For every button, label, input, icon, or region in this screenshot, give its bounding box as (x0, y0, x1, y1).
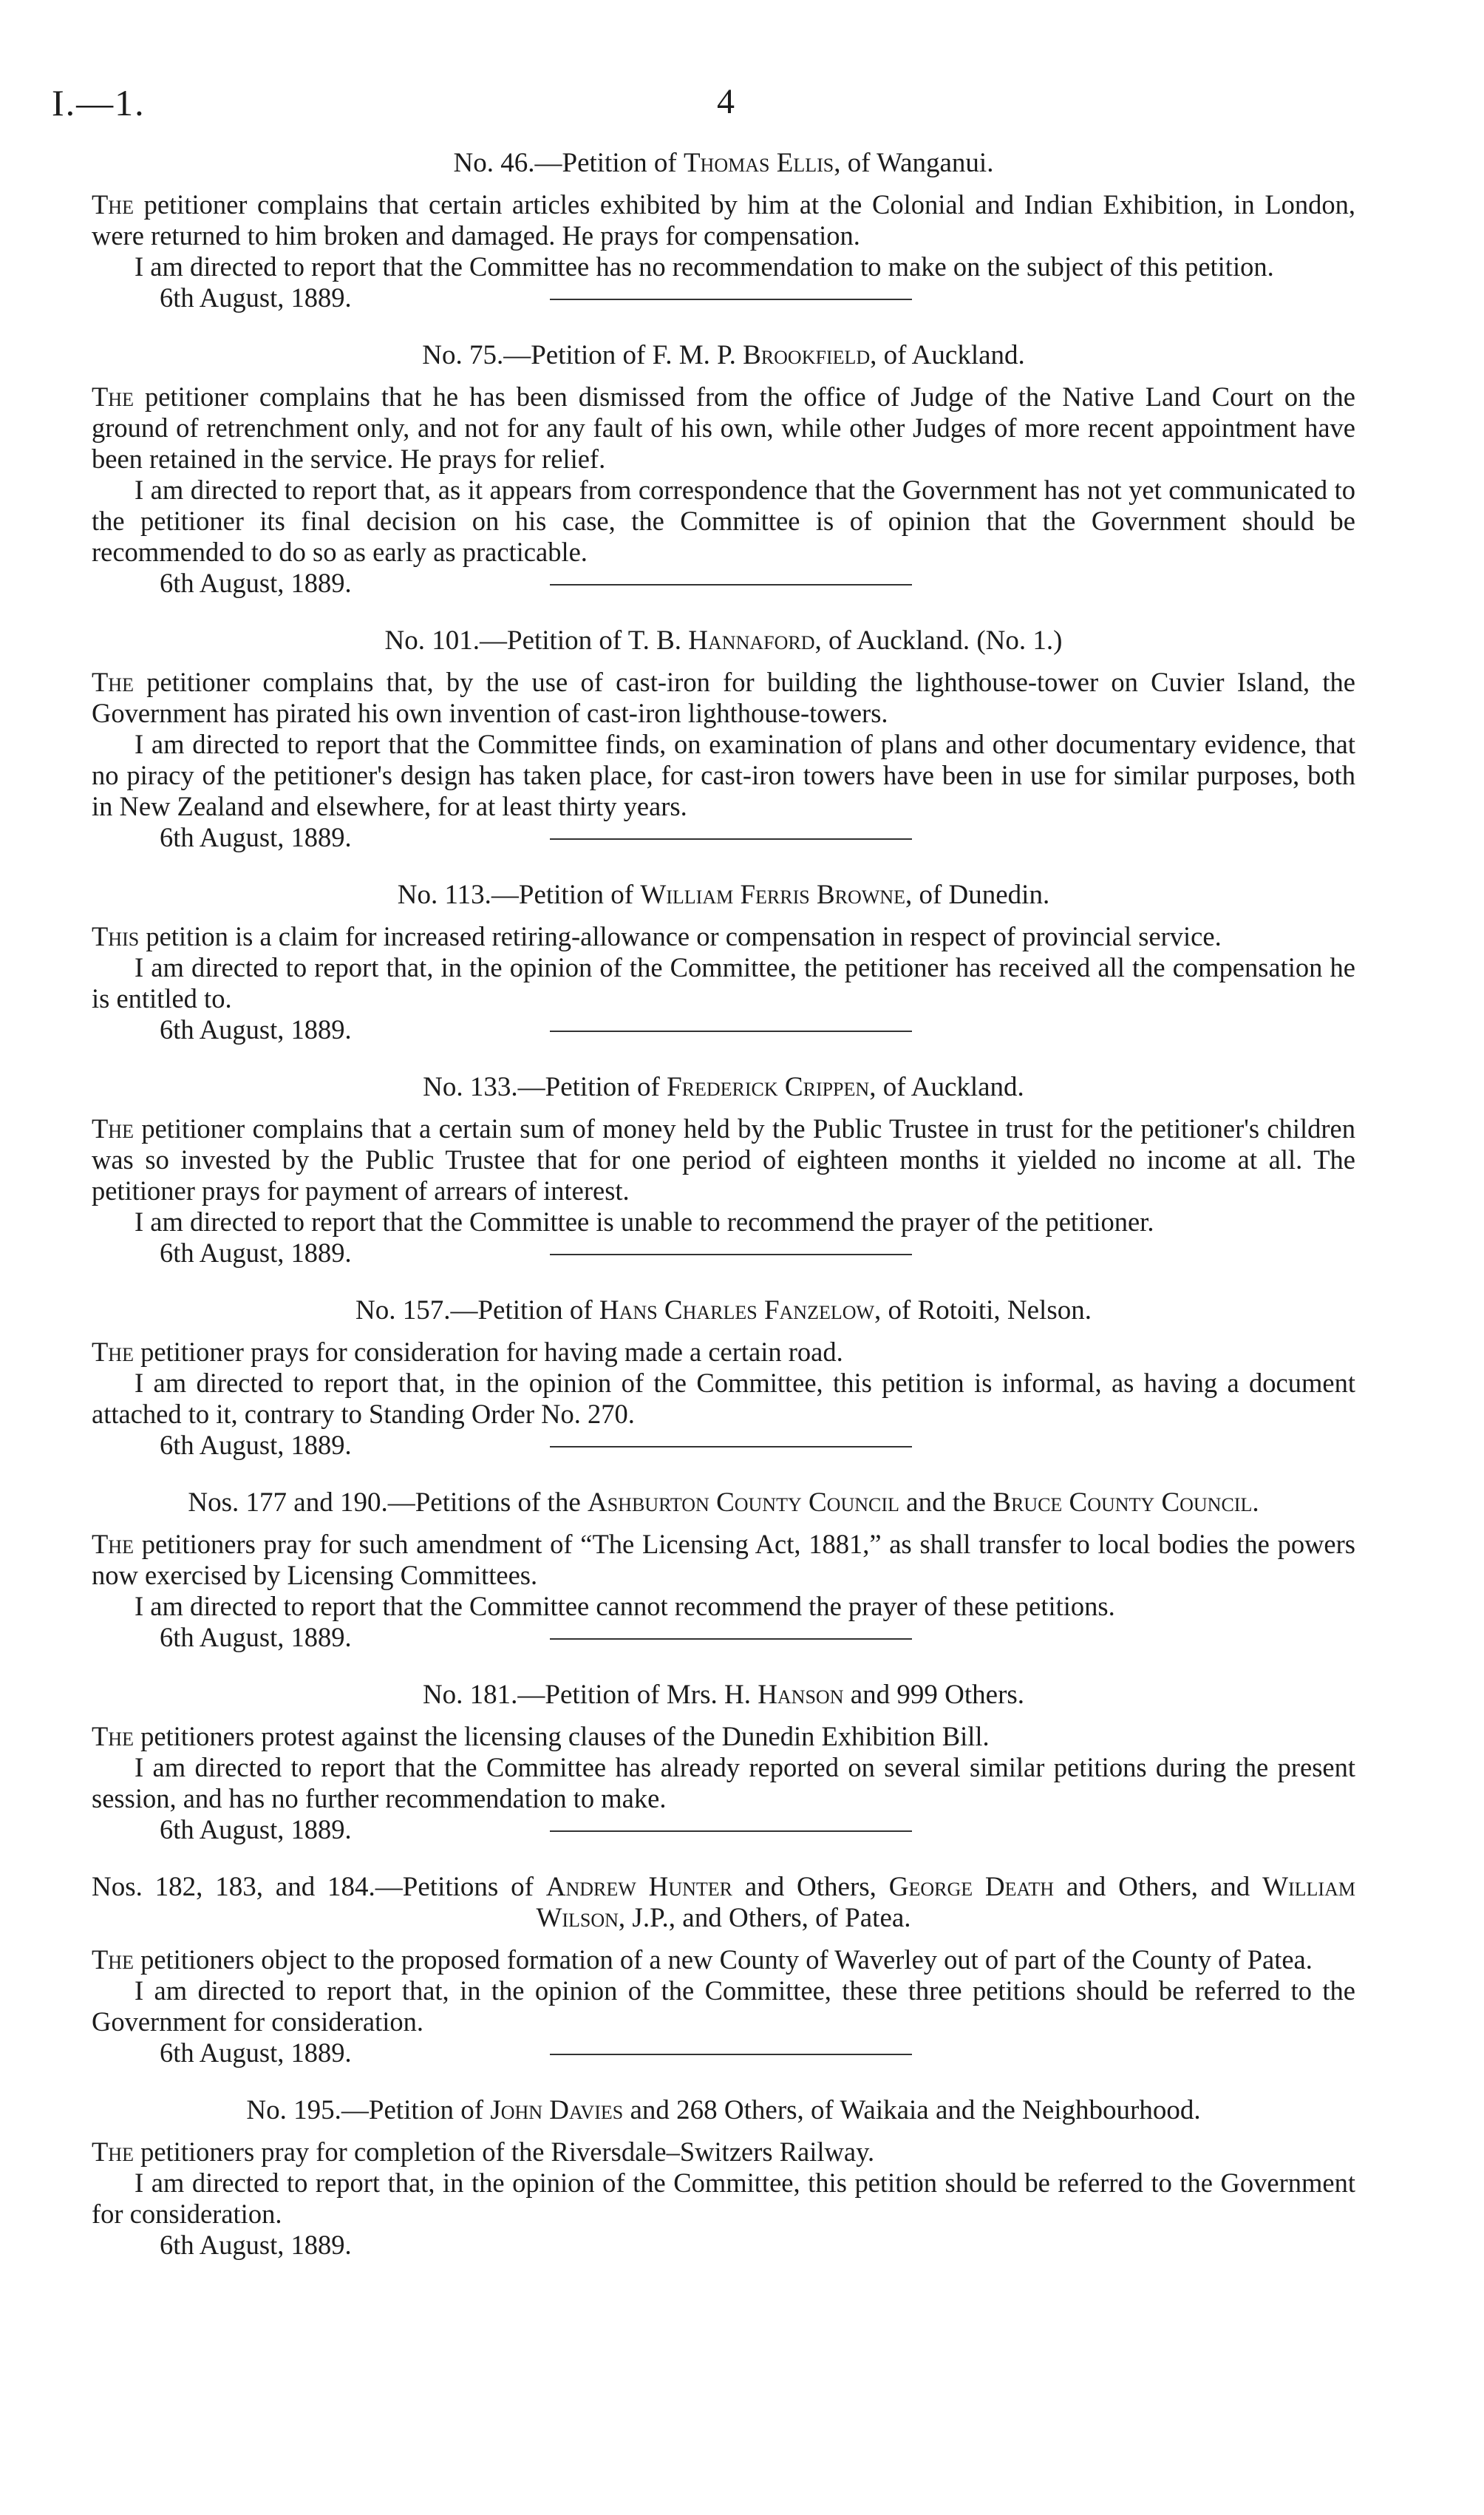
petition-summary: The petitioners pray for such amendment of “The Licensing Act, 1881,” as shall transfer to local bodies the powers now exercised by Licensing Committees. (92, 1529, 1355, 1590)
petition-summary: The petitioner prays for consideration for having made a certain road. (92, 1337, 843, 1367)
section-divider (550, 838, 912, 840)
petition-heading: Nos. 177 and 190.—Petitions of the Ashburton County Council and the Bruce County Council. (188, 1487, 1259, 1518)
report-date: 6th August, 1889. (160, 1238, 352, 1268)
report-date-row (92, 568, 1355, 600)
report-date-row (92, 1430, 1355, 1462)
page-number: 4 (717, 82, 735, 121)
report-date: 6th August, 1889. (160, 2037, 352, 2068)
report-date-row (92, 2230, 1355, 2262)
page-header (52, 81, 1432, 133)
petition-entry (92, 1872, 1355, 2070)
petition-summary: The petitioner complains that certain articles exhibited by him at the Colonial and Indian Exhibition, in London, were returned to him broken and damaged. He prays for compensation. (92, 189, 1355, 251)
petition-entry (92, 1295, 1355, 1462)
committee-report: I am directed to report that the Committee finds, on examination of plans and other documentary evidence, that no piracy of the petitioner's design has taken place, for cast-iron towers have been in use for similar purposes, both in New Zealand and elsewhere, for at least thirty years. (92, 729, 1355, 821)
committee-report: I am directed to report that, as it appears from correspondence that the Government has not yet communicated to the petitioner its final decision on his case, the Committee is of opinion that the Government should be recommended to do so as early as practicable. (92, 475, 1355, 567)
committee-report: I am directed to report that, in the opinion of the Committee, these three petitions should be referred to the Government for consideration. (92, 1975, 1355, 2037)
petition-heading: No. 113.—Petition of William Ferris Browne, of Dunedin. (397, 880, 1050, 910)
petition-entry (92, 880, 1355, 1047)
petition-heading: No. 101.—Petition of T. B. Hannaford, of Auckland. (No. 1.) (384, 625, 1063, 656)
report-date: 6th August, 1889. (160, 282, 352, 313)
report-date: 6th August, 1889. (160, 1430, 352, 1460)
petition-entry (92, 1487, 1355, 1654)
paper-reference: I.—1. (52, 82, 146, 123)
petition-summary: The petitioners object to the proposed formation of a new County of Waverley out of part of the County of Patea. (92, 1944, 1313, 1975)
report-date: 6th August, 1889. (160, 1814, 352, 1844)
petition-summary: The petitioners protest against the licensing clauses of the Dunedin Exhibition Bill. (92, 1721, 990, 1751)
section-divider (550, 1446, 912, 1447)
committee-report: I am directed to report that, in the opinion of the Committee, the petitioner has received all the compensation he is entitled to. (92, 952, 1355, 1014)
section-divider (550, 1830, 912, 1832)
report-date: 6th August, 1889. (160, 1622, 352, 1652)
section-divider (550, 2054, 912, 2055)
report-date-row (92, 822, 1355, 855)
committee-report: I am directed to report that the Committee is unable to recommend the prayer of the petitioner. (135, 1206, 1154, 1237)
petition-entry (92, 340, 1355, 600)
petition-summary: This petition is a claim for increased retiring-allowance or compensation in respect of provincial service. (92, 921, 1222, 951)
petition-heading: No. 46.—Petition of Thomas Ellis, of Wanganui. (453, 148, 994, 178)
petition-entry (92, 148, 1355, 315)
committee-report: I am directed to report that, in the opinion of the Committee, this petition is informal, as having a document attached to it, contrary to Standing Order No. 270. (92, 1368, 1355, 1429)
committee-report: I am directed to report that, in the opinion of the Committee, this petition should be referred to the Government for consideration. (92, 2168, 1355, 2229)
section-divider (550, 584, 912, 586)
report-date: 6th August, 1889. (160, 2230, 352, 2260)
report-date-row (92, 2037, 1355, 2070)
petition-heading: No. 181.—Petition of Mrs. H. Hanson and 999 Others. (422, 1680, 1025, 1710)
petition-heading: No. 195.—Petition of John Davies and 268 Others, of Waikaia and the Neighbourhood. (246, 2095, 1201, 2125)
petition-summary: The petitioners pray for completion of the Riversdale–Switzers Railway. (92, 2136, 875, 2167)
report-date: 6th August, 1889. (160, 822, 352, 852)
petition-heading: No. 133.—Petition of Frederick Crippen, of Auckland. (423, 1072, 1024, 1102)
section-divider (550, 1638, 912, 1640)
report-date-row (92, 1814, 1355, 1847)
petition-summary: The petitioner complains that a certain sum of money held by the Public Trustee in trust for the petitioner's children was so invested by the Public Trustee that for one period of eighteen months it yielded no income at all. The petitioner prays for payment of arrears of interest. (92, 1113, 1355, 1206)
report-date-row (92, 282, 1355, 315)
petition-summary: The petitioner complains that, by the use of cast-iron for building the lighthouse-tower on Cuvier Island, the Government has pirated his own invention of cast-iron lighthouse-towers. (92, 667, 1355, 728)
committee-report: I am directed to report that the Committee has no recommendation to make on the subject of this petition. (135, 251, 1274, 282)
petition-entry (92, 1072, 1355, 1270)
section-divider (550, 1254, 912, 1255)
committee-report: I am directed to report that the Committee has already reported on several similar petitions during the present session, and has no further recommendation to make. (92, 1752, 1355, 1813)
petitions-list (92, 148, 1355, 2262)
petition-summary: The petitioner complains that he has been dismissed from the office of Judge of the Native Land Court on the ground of retrenchment only, and not for any fault of his own, while other Judges of more recent appointment have been retained in the service. He prays for relief. (92, 381, 1355, 474)
petition-heading: No. 75.—Petition of F. M. P. Brookfield, of Auckland. (422, 340, 1025, 370)
committee-report: I am directed to report that the Committee cannot recommend the prayer of these petitions. (135, 1591, 1115, 1621)
report-date: 6th August, 1889. (160, 568, 352, 598)
petition-heading: Nos. 182, 183, and 184.—Petitions of Andrew Hunter and Others, George Death and Others, and William Wilson, J.P., and Others, of Patea. (92, 1872, 1355, 1933)
petition-heading: No. 157.—Petition of Hans Charles Fanzelow, of Rotoiti, Nelson. (355, 1295, 1092, 1326)
petition-entry (92, 625, 1355, 855)
petition-entry (92, 2095, 1355, 2262)
report-date-row (92, 1238, 1355, 1270)
report-date-row (92, 1014, 1355, 1047)
section-divider (550, 1031, 912, 1032)
report-date-row (92, 1622, 1355, 1654)
report-date: 6th August, 1889. (160, 1014, 352, 1045)
petition-entry (92, 1680, 1355, 1847)
section-divider (550, 299, 912, 300)
